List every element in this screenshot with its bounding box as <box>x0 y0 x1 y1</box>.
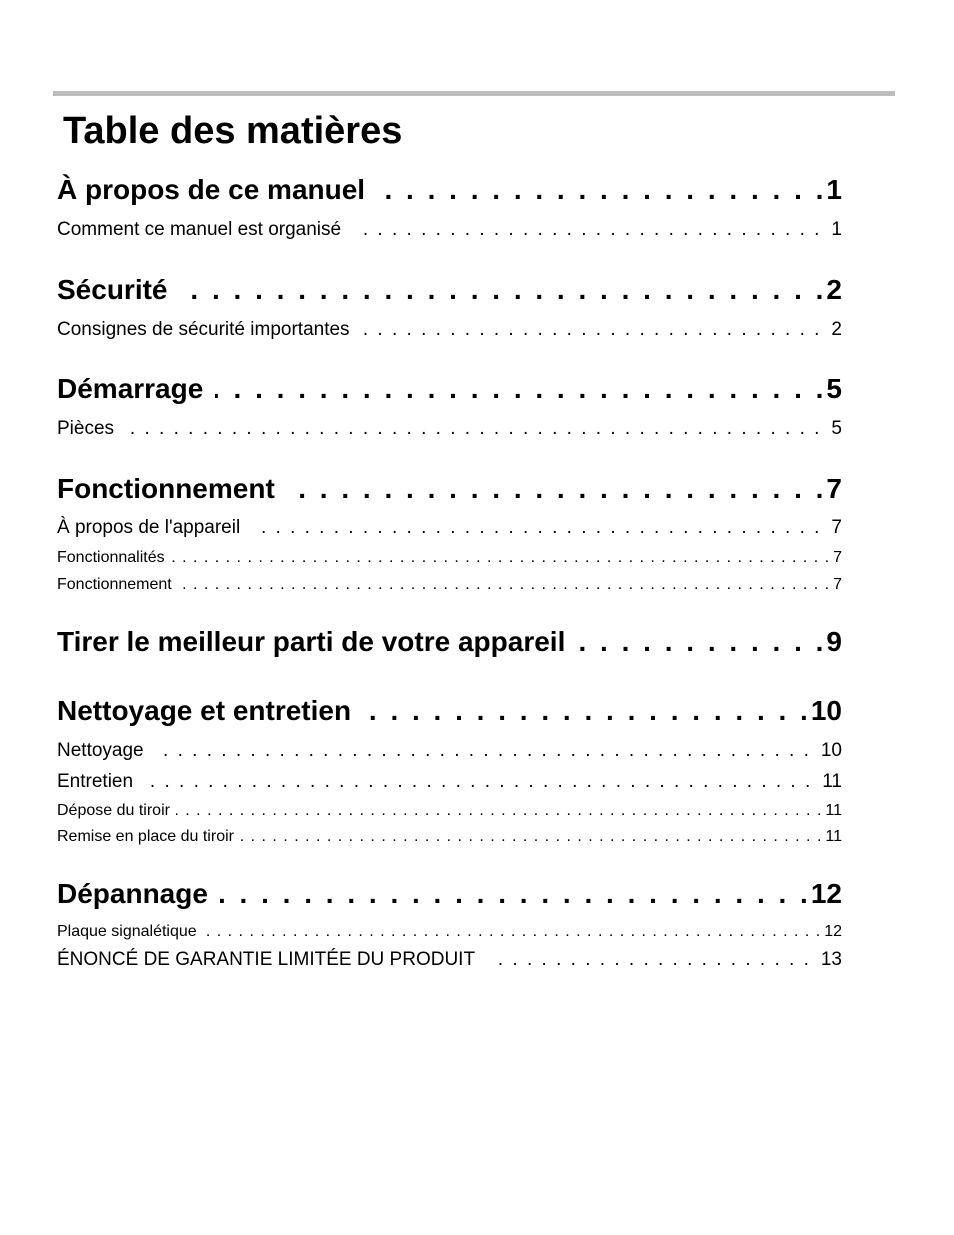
toc-page-number: 11 <box>822 771 842 792</box>
toc-entry-label: Démarrage <box>57 373 204 404</box>
toc-page-number: 11 <box>825 802 842 819</box>
toc-entry-garantie[interactable] <box>57 948 842 972</box>
dot-leader <box>363 694 811 728</box>
dot-leader <box>171 548 830 568</box>
toc-page-number: 7 <box>831 517 842 538</box>
dot-leader <box>254 516 821 540</box>
toc-entry-label: Nettoyage et entretien <box>57 695 352 726</box>
toc-entry-label: Remise en place du tiroir <box>57 828 234 845</box>
toc-page-number: 5 <box>826 373 842 404</box>
toc-page-number: 10 <box>810 695 842 726</box>
toc-entry-label: Dépannage <box>57 878 208 909</box>
toc-entry-label: ÉNONCÉ DE GARANTIE LIMITÉE DU PRODUIT <box>57 949 476 970</box>
toc-entry-label: Plaque signalétique <box>57 923 197 940</box>
toc-entry-nettoyage[interactable] <box>57 739 842 763</box>
dot-leader <box>176 801 822 821</box>
dot-leader <box>220 877 811 911</box>
toc-page-number: 11 <box>825 828 842 845</box>
toc-entry-label: Fonctionnement <box>57 473 275 504</box>
toc-page-number: 9 <box>826 626 842 657</box>
toc-section-fonctionnement[interactable] <box>57 472 842 506</box>
toc-section-a-propos[interactable] <box>57 173 842 207</box>
dot-leader <box>489 948 811 972</box>
dot-leader <box>215 372 826 406</box>
dot-leader <box>158 739 811 763</box>
toc-section-depannage[interactable] <box>57 877 842 911</box>
toc-page-number: 2 <box>831 319 842 340</box>
toc-entry-label: Pièces <box>57 418 115 439</box>
toc-entry-label: Fonctionnalités <box>57 549 165 566</box>
toc-section-nettoyage-entretien[interactable] <box>57 694 842 728</box>
dot-leader <box>178 575 830 595</box>
toc-section-tirer-parti[interactable] <box>57 625 842 659</box>
dot-leader <box>147 770 812 794</box>
toc-section-securite[interactable] <box>57 273 842 307</box>
toc-entry-entretien[interactable] <box>57 770 842 794</box>
toc-page-number: 5 <box>831 418 842 439</box>
toc-entry-label: Entretien <box>57 771 134 792</box>
toc-section-demarrage[interactable] <box>57 372 842 406</box>
dot-leader <box>128 417 821 441</box>
toc-entry-pieces[interactable] <box>57 417 842 441</box>
toc-entry-label: Fonctionnement <box>57 576 172 593</box>
toc-page-number: 10 <box>820 740 842 761</box>
toc-entry-label: Sécurité <box>57 274 168 305</box>
toc-subentry-remise-tiroir[interactable] <box>57 827 842 847</box>
toc-page-number: 1 <box>826 174 842 205</box>
dot-leader <box>364 318 822 342</box>
toc-subentry-fonctionnement[interactable] <box>57 575 842 595</box>
toc-page-number: 7 <box>826 473 842 504</box>
toc-page-number: 1 <box>831 219 842 240</box>
toc-subentry-plaque[interactable] <box>57 922 842 942</box>
toc-page-number: 7 <box>833 549 842 566</box>
toc-page-number: 12 <box>810 878 842 909</box>
toc-entry-label: Consignes de sécurité importantes <box>57 319 350 340</box>
dot-leader <box>180 273 827 307</box>
toc-page-number: 13 <box>820 949 842 970</box>
toc-page-number: 12 <box>824 923 842 940</box>
dot-leader <box>287 472 827 506</box>
toc-page-number: 2 <box>826 274 842 305</box>
toc-entry-organisation[interactable] <box>57 218 842 242</box>
toc-subentry-depose-tiroir[interactable] <box>57 801 842 821</box>
toc-entry-label: Comment ce manuel est organisé <box>57 219 342 240</box>
toc-subentry-fonctionnalites[interactable] <box>57 548 842 568</box>
page-title: Table des matières <box>63 110 403 152</box>
dot-leader <box>577 625 826 659</box>
toc-entry-appareil[interactable] <box>57 516 842 540</box>
dot-leader <box>240 827 822 847</box>
toc-page-number: 7 <box>833 576 842 593</box>
toc-entry-label: Nettoyage <box>57 740 144 761</box>
toc-entry-consignes[interactable] <box>57 318 842 342</box>
dot-leader <box>355 218 821 242</box>
toc-entry-label: À propos de ce manuel <box>57 174 366 205</box>
dot-leader <box>203 922 822 942</box>
top-rule <box>53 91 895 96</box>
toc-entry-label: Dépose du tiroir <box>57 802 170 819</box>
toc-entry-label: Tirer le meilleur parti de votre appareil <box>57 626 566 657</box>
dot-leader <box>377 173 826 207</box>
toc-entry-label: À propos de l'appareil <box>57 517 241 538</box>
